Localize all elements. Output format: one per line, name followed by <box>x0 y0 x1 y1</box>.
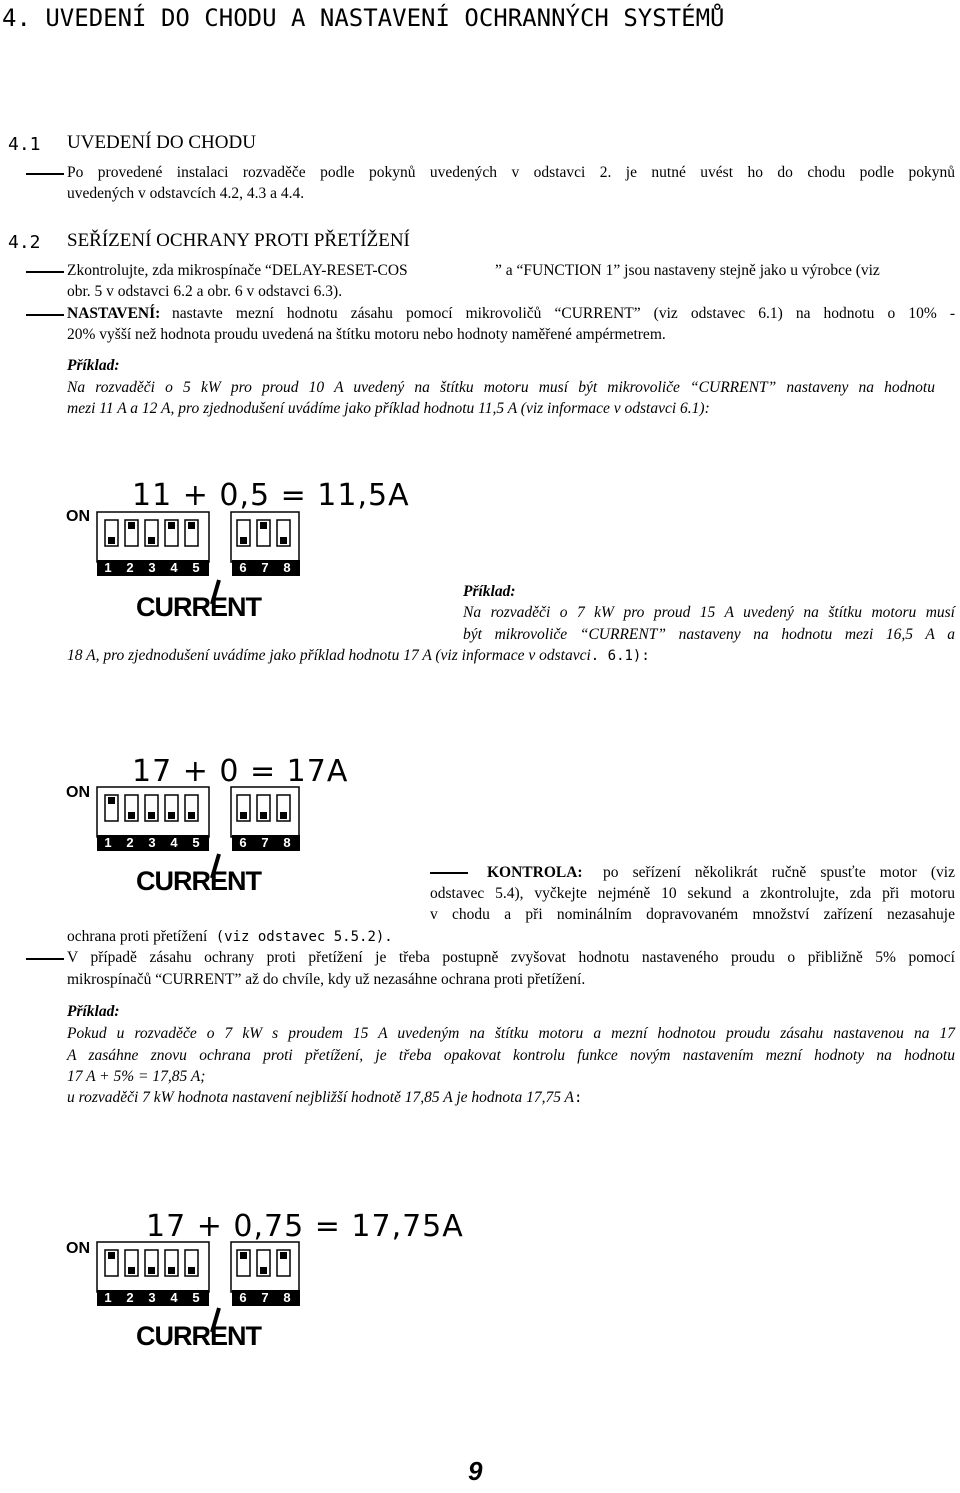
paragraph-line: V případě zásahu ochrany proti přetížení je třeba postupně zvyšovat hodnotu nastaveného proudu o přibližně 5% pomocí <box>67 949 955 966</box>
on-label: ON <box>66 784 90 801</box>
current-logo: CURRENT <box>136 866 261 896</box>
example-label: Příklad: <box>67 1003 120 1020</box>
paragraph-line: Zkontrolujte, zda mikrospínače “DELAY-RESET-COS <box>67 262 408 279</box>
bullet-dash <box>430 872 468 874</box>
current-logo: CURRENT <box>136 592 261 622</box>
switch-number: 6 <box>239 560 247 575</box>
paragraph-line: 20% vyšší než hodnota proudu uvedená na štítku motoru nebo hodnoty naměřené ampérmetrem. <box>67 326 666 343</box>
page-number: 9 <box>468 1456 483 1486</box>
example-line: Na rozvaděči o 5 kW pro proud 10 A uvedený na štítku motoru musí být mikrovoliče “CURRENT” nastaveny na hodnotu <box>67 379 935 396</box>
paragraph-line: mikrospínačů “CURRENT” až do chvíle, kdy už nezasáhne ochrana proti přetížení. <box>67 971 586 988</box>
switch-number: 7 <box>261 1290 269 1305</box>
check-label: KONTROLA: <box>487 864 583 881</box>
switch-number: 3 <box>148 560 156 575</box>
switch-number: 4 <box>170 1290 178 1305</box>
paragraph-line: Po provedené instalaci rozvaděče podle pokynů uvedených v odstavci 2. je nutné uvést ho do chodu podle pokynů <box>67 164 955 181</box>
switch-numbers <box>232 835 300 851</box>
switch-number: 6 <box>239 835 247 850</box>
paragraph-line: uvedených v odstavcích 4.2, 4.3 a 4.4. <box>67 185 305 202</box>
switch-number: 6 <box>239 1290 247 1305</box>
switch-number: 7 <box>261 560 269 575</box>
section-number: 4.1 <box>8 134 41 155</box>
on-label: ON <box>66 1240 90 1257</box>
example-line: Na rozvaděči o 7 kW pro proud 15 A uvedený na štítku motoru musí <box>463 604 955 621</box>
switch-number: 1 <box>104 1290 112 1305</box>
paragraph-line: po seřízení několikrát ručně spusťte motor (viz <box>603 864 955 881</box>
switch-number: 5 <box>192 1290 200 1305</box>
bullet-dash <box>26 314 64 316</box>
switch-number: 5 <box>192 835 200 850</box>
formula: 17 + 0,75 = 17,75A <box>146 1209 464 1244</box>
example-line: Pokud u rozvaděče o 7 kW s proudem 15 A uvedeným na štítku motoru a mezní hodnotou proudu zásahu nastavenou na 17 <box>67 1025 955 1042</box>
on-label: ON <box>66 508 90 525</box>
switch-number: 8 <box>283 560 291 575</box>
bullet-dash <box>26 958 64 960</box>
switch-number: 1 <box>104 560 112 575</box>
paragraph-line: ” a “FUNCTION 1” jsou nastaveny stejně jako u výrobce (viz <box>495 262 880 279</box>
example-label: Příklad: <box>67 357 120 374</box>
paragraph-line: ochrana proti přetížení (viz odstavec 5.5.2). <box>67 928 393 945</box>
switch-numbers <box>232 560 300 576</box>
switch-numbers <box>232 1290 300 1306</box>
switch-number: 4 <box>170 560 178 575</box>
paragraph-line: odstavec 5.4), vyčkejte nejméně 10 sekund a zkontrolujte, zda při motoru <box>430 885 955 902</box>
bullet-dash <box>26 271 64 273</box>
paragraph-line: obr. 5 v odstavci 6.2 a obr. 6 v odstavci 6.3). <box>67 283 343 300</box>
switch-number: 1 <box>104 835 112 850</box>
page-title: 4. UVEDENÍ DO CHODU A NASTAVENÍ OCHRANNÝCH SYSTÉMŮ <box>2 4 725 32</box>
switch-numbers <box>97 560 209 576</box>
formula: 17 + 0 = 17A <box>132 754 349 789</box>
switch-number: 8 <box>283 835 291 850</box>
switch-number: 5 <box>192 560 200 575</box>
example-label: Příklad: <box>463 583 516 600</box>
settings-label: NASTAVENÍ: <box>67 305 161 322</box>
switch-number: 2 <box>126 1290 134 1305</box>
section-title: UVEDENÍ DO CHODU <box>67 132 256 153</box>
switch-number: 3 <box>148 1290 156 1305</box>
example-line: 18 A, pro zjednodušení uvádíme jako příklad hodnotu 17 A (viz informace v odstavci. 6.1): <box>67 647 650 664</box>
switch-number: 2 <box>126 560 134 575</box>
switch-number: 7 <box>261 835 269 850</box>
paragraph-line: nastavte mezní hodnotu zásahu pomocí mikrovoličů “CURRENT” (viz odstavec 6.1) na hodnotu o 10% - <box>172 305 955 322</box>
example-line: A zasáhne znovu ochrana proti přetížení, je třeba opakovat kontrolu funkce novým nastavením mezní hodnoty na hodnotu <box>67 1047 955 1064</box>
current-logo: CURRENT <box>136 1321 261 1351</box>
switch-number: 3 <box>148 835 156 850</box>
bullet-dash <box>26 173 64 175</box>
switch-number: 4 <box>170 835 178 850</box>
example-line: mezi 11 A a 12 A, pro zjednodušení uvádíme jako příklad hodnotu 11,5 A (viz informace v odstavci 6.1): <box>67 400 710 417</box>
paragraph-line: v chodu a při nominálním dopravovaném množství zařízení nezasahuje <box>430 906 955 923</box>
example-line: u rozvaděči 7 kW hodnota nastavení nejbližší hodnotě 17,85 A je hodnota 17,75 A: <box>67 1089 583 1106</box>
example-line: být mikrovoliče “CURRENT” nastaveny na hodnotu mezi 16,5 A a <box>463 626 955 643</box>
switch-number: 8 <box>283 1290 291 1305</box>
example-line: 17 A + 5% = 17,85 A; <box>67 1068 206 1085</box>
switch-numbers <box>97 835 209 851</box>
formula: 11 + 0,5 = 11,5A <box>132 478 410 513</box>
section-number: 4.2 <box>8 232 41 253</box>
section-title: SEŘÍZENÍ OCHRANY PROTI PŘETÍŽENÍ <box>67 230 410 251</box>
switch-number: 2 <box>126 835 134 850</box>
switch-numbers <box>97 1290 209 1306</box>
